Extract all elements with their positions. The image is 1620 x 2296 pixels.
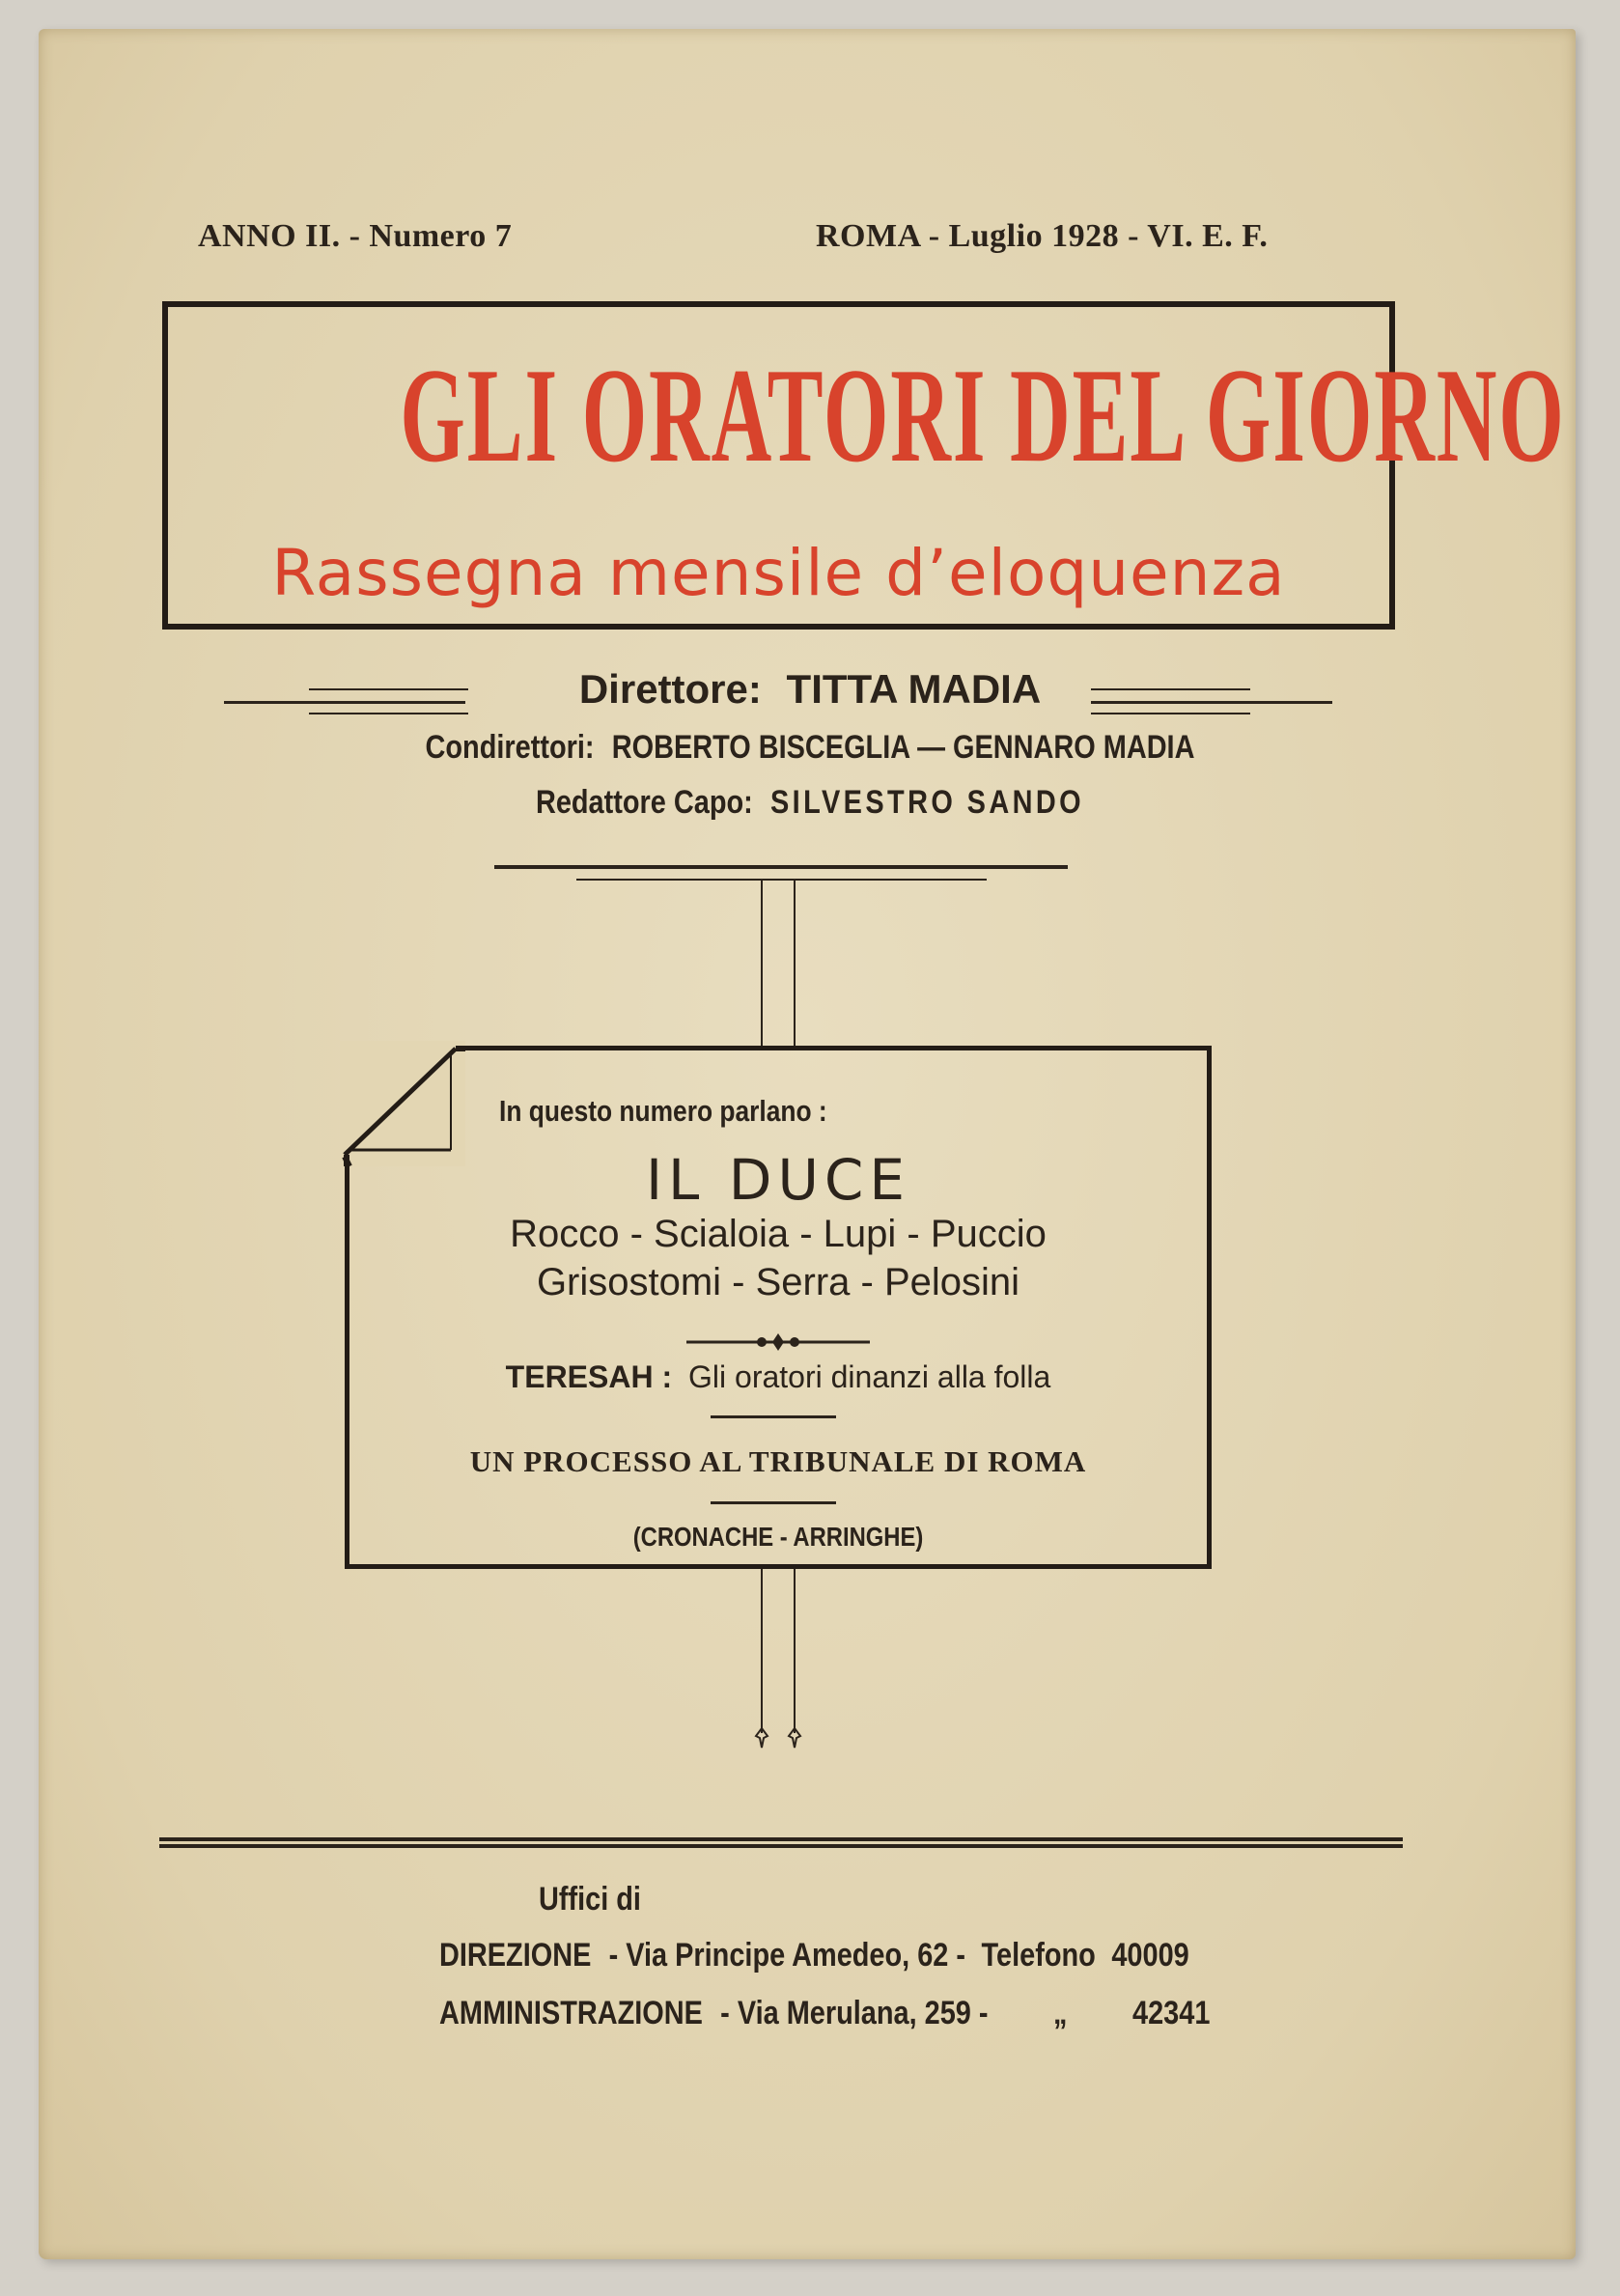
offices-heading: Uffici di	[539, 1881, 641, 1918]
direttore-label: Direttore:	[578, 666, 762, 712]
office-address: - Via Principe Amedeo, 62 -	[608, 1937, 966, 1974]
office-address: - Via Merulana, 259 -	[720, 1995, 989, 2031]
magazine-subtitle: Rassegna mensile d’eloquenza	[271, 536, 1286, 610]
issue-number: ANNO II. - Numero 7	[198, 218, 513, 254]
contents-box	[345, 1046, 1212, 1569]
contents-headline: IL DUCE	[645, 1147, 911, 1213]
sign-top-rule	[494, 865, 1068, 869]
condirettori-line	[122, 729, 1498, 767]
ornament-rule-right-bottom	[1091, 713, 1250, 714]
lower-post-left	[761, 1569, 763, 1733]
sign-post-right	[794, 881, 796, 1047]
condirettori-label: Condirettori:	[425, 729, 595, 766]
bottom-rule-bottom	[159, 1844, 1403, 1848]
diamond-ornament-divider	[349, 1332, 1207, 1357]
ornament-rule-left-bottom	[309, 713, 468, 714]
short-divider-2	[711, 1501, 836, 1504]
short-divider	[711, 1415, 836, 1418]
redattore-line	[122, 784, 1498, 822]
article-author: TERESAH :	[505, 1359, 673, 1394]
redattore-label: Redattore Capo:	[535, 784, 753, 821]
office-phone-label: Telefono	[981, 1937, 1096, 1974]
office-row-amministrazione	[439, 1995, 1210, 2032]
speakers-line-1: Rocco - Scialoia - Lupi - Puccio	[510, 1213, 1047, 1255]
sign-post-left	[761, 881, 763, 1047]
office-row-direzione	[439, 1937, 1189, 1974]
office-phone: 40009	[1111, 1937, 1189, 1974]
direttore-name: TITTA MADIA	[786, 666, 1042, 712]
article-title: Gli oratori dinanzi alla folla	[688, 1359, 1051, 1394]
fleuron-tips-icon	[751, 1726, 805, 1751]
magazine-title: GLI ORATORI DEL GIORNO	[400, 341, 1566, 490]
office-name: AMMINISTRAZIONE	[439, 1995, 703, 2031]
feature-subtitle: (CRONACHE - ARRINGHE)	[632, 1522, 924, 1552]
folded-corner-icon	[340, 1041, 465, 1166]
condirettori-names: ROBERTO BISCEGLIA — GENNARO MADIA	[611, 729, 1195, 766]
speakers-line-2: Grisostomi - Serra - Pelosini	[536, 1261, 1020, 1303]
redattore-name: SILVESTRO SANDO	[769, 784, 1085, 821]
contents-intro: In questo numero parlano :	[499, 1094, 827, 1128]
bottom-rule-top	[159, 1837, 1403, 1841]
direttore-line	[0, 666, 1620, 713]
sign-second-rule	[576, 879, 987, 881]
office-name: DIREZIONE	[439, 1937, 592, 1974]
office-phone: 42341	[1132, 1995, 1211, 2031]
feature-title: UN PROCESSO AL TRIBUNALE DI ROMA	[469, 1444, 1087, 1478]
masthead-box	[162, 301, 1566, 630]
office-phone-label: „	[1053, 1995, 1068, 2031]
place-date: ROMA - Luglio 1928 - VI. E. F.	[816, 218, 1269, 254]
lower-post-right	[794, 1569, 796, 1733]
article-line	[349, 1359, 1207, 1395]
